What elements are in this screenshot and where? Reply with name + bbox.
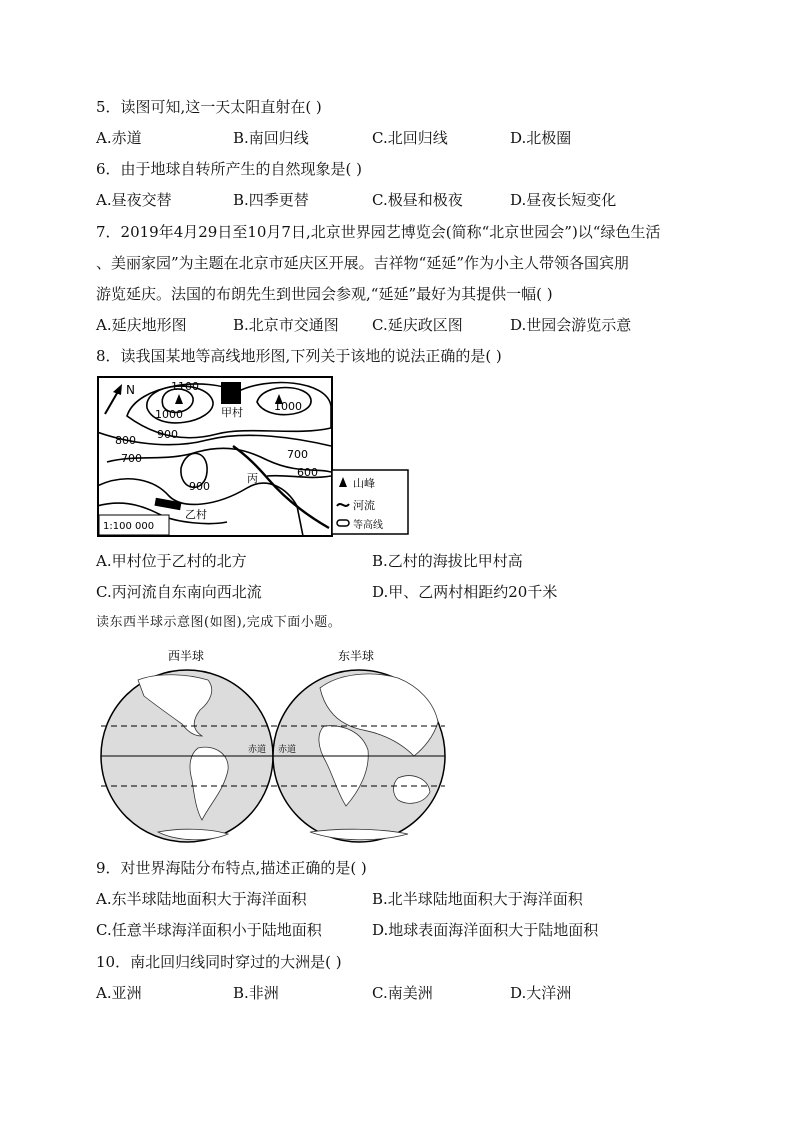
q7-option-b[interactable]: B.北京市交通图 — [233, 316, 339, 334]
q9-option-c[interactable]: C.任意半球海洋面积小于陆地面积 — [96, 921, 322, 939]
q9-option-b[interactable]: B.北半球陆地面积大于海洋面积 — [372, 890, 583, 908]
q10-option-c[interactable]: C.南美洲 — [372, 984, 433, 1002]
q7-option-a[interactable]: A.延庆地形图 — [96, 316, 187, 334]
village-yi-label: 乙村 — [185, 508, 207, 521]
q8-option-b[interactable]: B.乙村的海拔比甲村高 — [372, 552, 523, 570]
q8-stem: 8．读我国某地等高线地形图,下列关于该地的说法正确的是( ) — [96, 347, 502, 365]
scale-label: 1:100 000 — [103, 521, 155, 532]
q7-stem-line-3: 游览延庆。法国的布朗先生到世园会参观,“延延”最好为其提供一幅( ) — [96, 285, 553, 303]
reading-intro: 读东西半球示意图(如图),完成下面小题。 — [96, 615, 342, 630]
q10-option-a[interactable]: A.亚洲 — [96, 984, 142, 1002]
q6-option-d[interactable]: D.昼夜长短变化 — [510, 191, 617, 209]
contour-label: 800 — [115, 434, 136, 447]
q10-option-b[interactable]: B.非洲 — [233, 984, 279, 1002]
contour-label: 700 — [121, 452, 142, 465]
legend-peak: 山峰 — [353, 477, 375, 490]
q5-stem: 5．读图可知,这一天太阳直射在( ) — [96, 98, 322, 116]
q9-stem: 9．对世界海陆分布特点,描述正确的是( ) — [96, 859, 367, 877]
q10-stem: 10．南北回归线同时穿过的大洲是( ) — [96, 953, 342, 971]
q5-option-d[interactable]: D.北极圈 — [510, 129, 572, 147]
q8-option-d[interactable]: D.甲、乙两村相距约20千米 — [372, 583, 558, 601]
q7-stem-line-2: 、美丽家园”为主题在北京市延庆区开展。吉祥物“延延”作为小主人带领各国宾朋 — [96, 254, 630, 272]
q6-option-a[interactable]: A.昼夜交替 — [96, 191, 172, 209]
contour-label: 1000 — [155, 408, 183, 421]
q8-option-c[interactable]: C.丙河流自东南向西北流 — [96, 583, 262, 601]
equator-label-east: 赤道 — [278, 745, 297, 755]
q7-option-d[interactable]: D.世园会游览示意 — [510, 316, 632, 334]
legend-river: 河流 — [353, 499, 375, 512]
contour-label: 700 — [287, 448, 308, 461]
contour-map — [97, 376, 415, 538]
q9-option-d[interactable]: D.地球表面海洋面积大于陆地面积 — [372, 921, 599, 939]
q7-option-c[interactable]: C.延庆政区图 — [372, 316, 463, 334]
village-jia-label: 甲村 — [221, 406, 243, 419]
contour-label: 1000 — [274, 400, 302, 413]
q6-option-b[interactable]: B.四季更替 — [233, 191, 309, 209]
east-hemisphere-title: 东半球 — [338, 649, 375, 663]
legend-contour: 等高线 — [353, 520, 383, 531]
q6-option-c[interactable]: C.极昼和极夜 — [372, 191, 463, 209]
q10-option-d[interactable]: D.大洋洲 — [510, 984, 572, 1002]
q5-option-a[interactable]: A.赤道 — [96, 129, 142, 147]
village-jia-marker — [221, 382, 241, 404]
q7-stem-line-1: 7．2019年4月29日至10月7日,北京世界园艺博览会(简称“北京世园会”)以“绿色生活 — [96, 223, 661, 241]
q8-option-a[interactable]: A.甲村位于乙村的北方 — [96, 552, 247, 570]
west-hemisphere-title: 西半球 — [168, 649, 205, 663]
hemispheres-figure — [98, 644, 448, 844]
north-label: N — [126, 383, 135, 397]
contour-label: 600 — [297, 466, 318, 479]
q9-option-a[interactable]: A.东半球陆地面积大于海洋面积 — [96, 890, 307, 908]
q6-stem: 6．由于地球自转所产生的自然现象是( ) — [96, 160, 363, 178]
q5-option-b[interactable]: B.南回归线 — [233, 129, 309, 147]
contour-label: 900 — [189, 480, 210, 493]
equator-label-west: 赤道 — [248, 745, 267, 755]
q5-option-c[interactable]: C.北回归线 — [372, 129, 448, 147]
point-bing-label: 丙 — [247, 472, 258, 485]
contour-label: 1100 — [171, 380, 199, 393]
contour-label: 900 — [157, 428, 178, 441]
